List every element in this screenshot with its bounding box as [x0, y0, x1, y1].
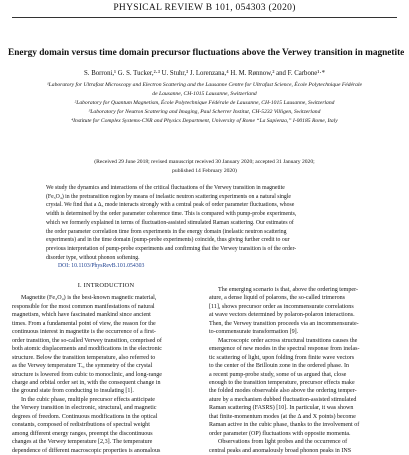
- affiliation-line: ¹Laboratory for Ultrafast Microscopy and Electron Scattering and the Lausanne Centre for Ultrafast Science, École Polytechnique Fédérale: [46, 82, 363, 88]
- body-line: central peaks and anomalously broad phonon peaks in INS: [209, 447, 352, 454]
- abstract-line: disorder type, without phonon softening.: [46, 254, 140, 261]
- dates-line: published 14 February 2020): [172, 168, 237, 174]
- abstract-line: width is determined by the order parameter coherence time. This is compared with pump-probe experiments,: [46, 211, 297, 218]
- body-line: as the Verwey temperature Tᵥ, the symmetry of the crystal: [12, 363, 153, 370]
- affiliation-line: ²Laboratory for Quantum Magnetism, École Polytechnique Fédérale de Lausanne, CH-1015 Lausanne, Switzerland: [74, 100, 335, 106]
- abstract-line: experiments) and in the time domain (pump-probe experiments) coincide, thus giving further credit to our: [46, 237, 290, 244]
- affiliation-line: ⁴Institute for Complex Systems-CNR and Physics Department, University of Rome “La Sapienza,” I-00185 Rome, Italy: [71, 118, 338, 124]
- body-line: changes at the Verwey temperature [2,3]. The temperature: [12, 439, 153, 446]
- affiliation-line: de Lausanne, CH-1015 Lausanne, Switzerland: [152, 91, 257, 97]
- body-line: Raman active in the cubic phase, thanks to the involvement of: [209, 422, 360, 429]
- body-line: that finite-momentum modes (at the Δ and X points) become: [209, 413, 356, 420]
- body-line: Magnetite (Fe₃O₄) is the best-known magnetic material,: [21, 295, 157, 302]
- abstract-line: which we formerly explained in terms of fluctuation-assisted stimulated Raman scattering. Our estimates of: [46, 219, 294, 226]
- body-line: order transition, the so-called Verwey transition, comprised of: [12, 337, 162, 344]
- body-line: the Verwey transition in electronic, structural, and magnetic: [12, 405, 157, 412]
- header-rule: [12, 17, 397, 18]
- doi-link[interactable]: DOI: 10.1103/PhysRevB.101.054303: [58, 263, 145, 269]
- body-line: enough to the transition temperature, precursor effects make: [209, 379, 355, 386]
- body-line: dependence of different macroscopic properties is anomalous: [12, 447, 161, 454]
- body-line: at wave vectors determined by polaron-polaron interactions.: [209, 312, 355, 319]
- body-line: Observations from light probes and the occurrence of: [218, 439, 348, 446]
- body-line: a recent pump-probe study, some of us argued that, close: [209, 371, 347, 378]
- body-line: degrees of freedom. Continuous modifications in the optical: [12, 413, 158, 420]
- body-line: both atomic displacements and modifications in the electronic: [12, 346, 162, 353]
- body-line: among different energy ranges, preempt the discontinuous: [12, 430, 153, 437]
- affiliations: [22, 81, 387, 126]
- body-line: to-commensurate transformation [9].: [209, 329, 299, 336]
- abstract-line: (Fe₃O₄) in the pretransition region by means of inelastic neutron scattering experiments on a natural single: [46, 193, 291, 200]
- abstract-line: We study the dynamics and interactions of the critical fluctuations of the Verwey transition in magnetite: [46, 185, 285, 191]
- body-line: Raman scattering (FASRS) [10]. In particular, it was shown: [209, 405, 354, 412]
- body-line: structure. Below the transition temperature, also referred to: [12, 354, 156, 361]
- body-line: emergence of new modes in the spectral response from inelas-: [209, 346, 360, 353]
- body-line: ature by a mechanism dubbed fluctuation-assisted stimulated: [209, 396, 357, 403]
- article-title: Energy domain versus time domain precursor fluctuations above the Verwey transition in magnetite: [8, 48, 405, 58]
- author-list: S. Borroni,¹ G. S. Tucker,²·³ U. Stuhr,³ J. Lorenzana,⁴ H. M. Rønnow,² and F. Carbone¹·*: [84, 70, 325, 77]
- left-column: [12, 282, 200, 455]
- abstract-line: the order parameter correlation time from experiments in the energy domain (inelastic neutron scattering: [46, 228, 287, 235]
- body-line: constants, composed of redistributions of spectral weight: [12, 422, 150, 429]
- abstract-line: crystal. We find that a Δ₅ mode interacts strongly with a central peak of order parameter fluctuations, whose: [46, 202, 295, 209]
- right-column: [209, 286, 397, 455]
- body-line: magnetism, which have fascinated mankind since ancient: [12, 312, 151, 319]
- body-line: ature, a dense liquid of polarons, the so-called trimerons: [209, 295, 346, 302]
- body-line: times. From a fundamental point of view, the reason for the: [12, 320, 156, 327]
- abstract: [46, 184, 363, 262]
- body-line: structure is lowered from cubic to monoclinic, and long-range: [12, 371, 162, 378]
- dates-line: (Received 29 June 2018; revised manuscript received 30 January 2020; accepted 31 January 2020;: [94, 159, 315, 165]
- running-head: PHYSICAL REVIEW B 101, 054303 (2020): [113, 3, 296, 13]
- publication-dates: [30, 158, 379, 176]
- body-line: Macroscopic order across structural transitions causes the: [218, 337, 358, 344]
- body-line: the folded modes observable also above the ordering temper-: [209, 388, 357, 395]
- affiliation-line: ³Laboratory for Neutron Scattering and Imaging, Paul Scherrer Institut, CH-5232 Villigen, Switzerland: [88, 109, 321, 115]
- body-line: to the center of the Brillouin zone in the ordered phase. In: [209, 363, 350, 370]
- section-heading: I. INTRODUCTION: [77, 282, 135, 289]
- body-line: charge and orbital order set in, with the consequent change in: [12, 379, 161, 386]
- body-line: order parameter (OP) fluctuations with opposite momenta.: [209, 430, 351, 437]
- body-line: the ground state from conducting to insulating [1].: [12, 388, 134, 395]
- body-line: Then, the Verwey transition proceeds via an incommensurate-: [209, 320, 359, 327]
- body-line: In the cubic phase, multiple precursor effects anticipate: [21, 396, 155, 403]
- abstract-line: previous interpretation of pump-probe experiments and confirming that the Verwey transition is of the order-: [46, 245, 297, 252]
- body-line: The emerging scenario is that, above the ordering temper-: [218, 287, 358, 293]
- body-line: tic scattering of light, upon folding from finite wave vectors: [209, 354, 355, 361]
- body-line: continuous interest in magnetite is the occurrence of a first-: [12, 329, 156, 336]
- body-line: responsible for the most common manifestations of natural: [12, 303, 155, 310]
- body-line: [11], shows precursor order as incommensurate correlations: [209, 303, 354, 310]
